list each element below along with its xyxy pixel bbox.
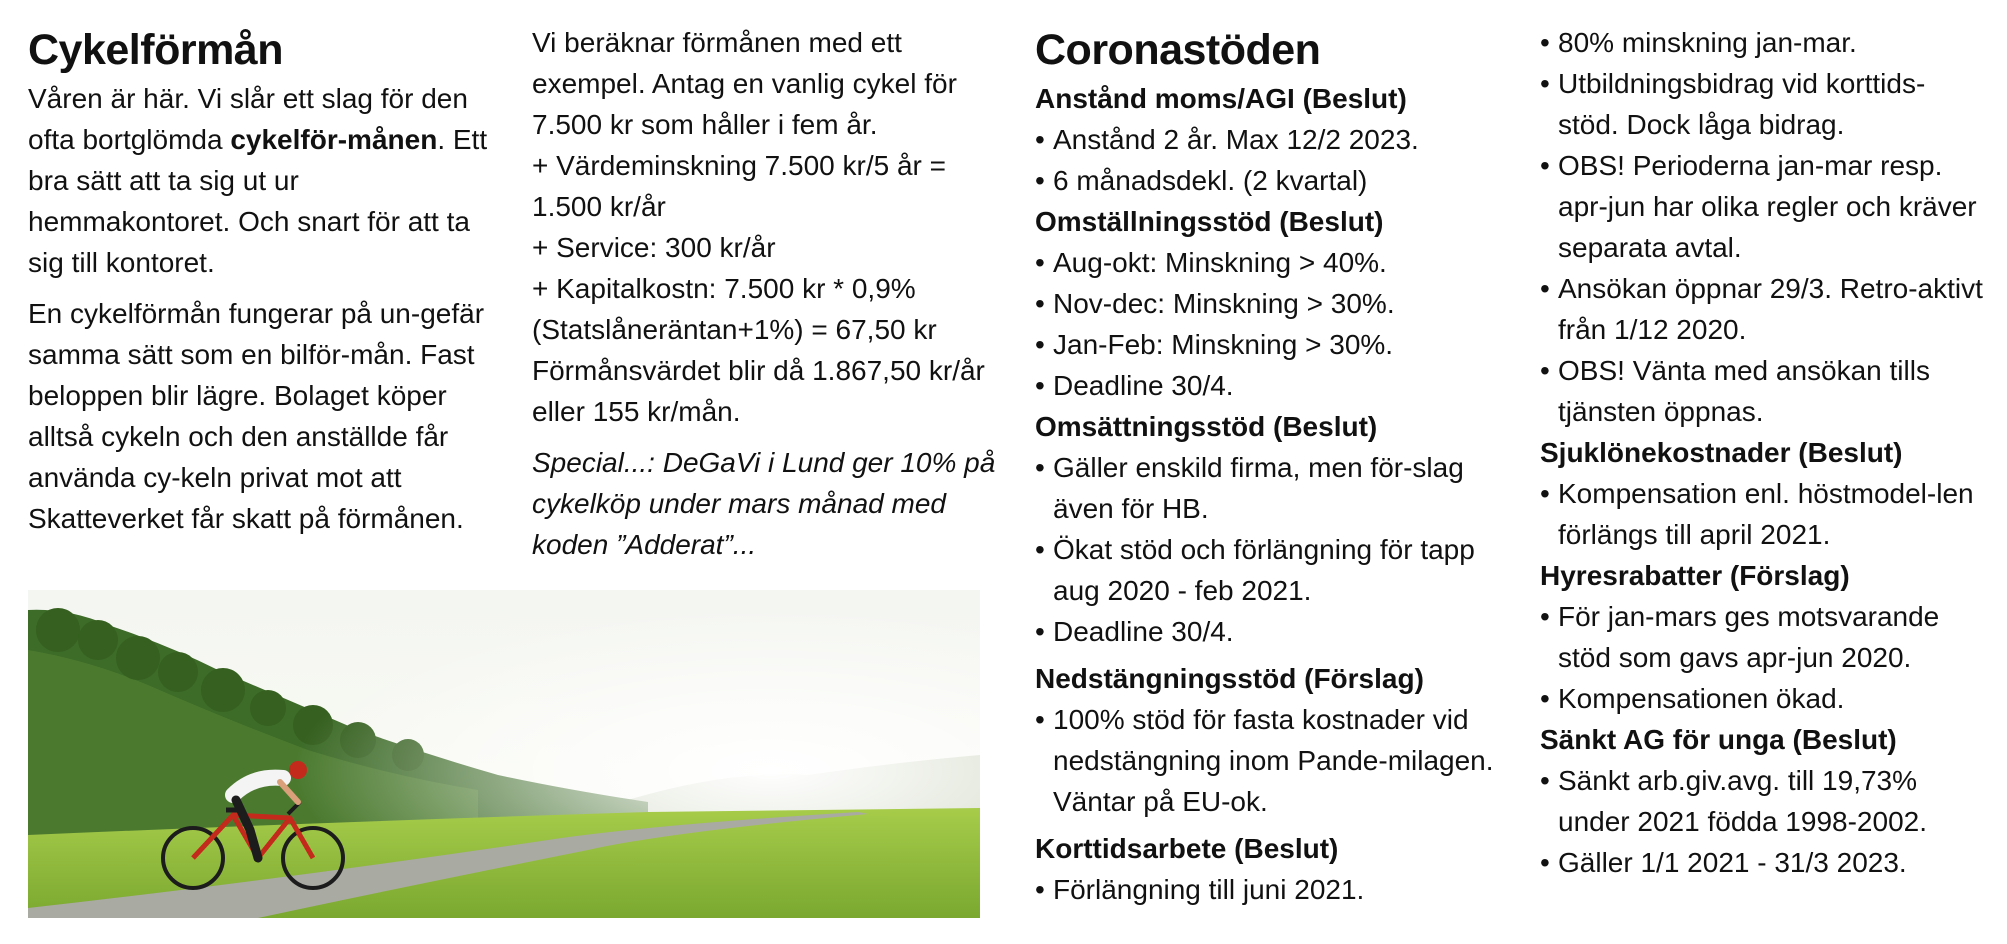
cykel-paragraph-1: Våren är här. Vi slår ett slag för den ofta bortglömda cykelför-månen. Ett bra sätt att ta sig ut ur hemmakontoret. Och snart för att ta sig till kontoret. (28, 83, 488, 278)
section-heading: Korttidsarbete (Beslut) (1035, 833, 1339, 864)
section-heading: Nedstängningsstöd (Förslag) (1035, 663, 1424, 694)
section-heading: Sänkt AG för unga (Beslut) (1540, 724, 1897, 755)
cykel-calc-column (532, 22, 1002, 565)
bullet-list (1540, 22, 1985, 432)
list-item: • Deadline 30/4. (1035, 365, 1500, 406)
list-item: • Ökat stöd och förlängning för tapp aug 2020 - feb 2021. (1035, 529, 1500, 611)
bullet-list (1035, 447, 1500, 652)
list-item: • Kompensationen ökad. (1540, 678, 1985, 719)
calc-line: Förmånsvärdet blir då 1.867,50 kr/år eller 155 kr/mån. (532, 355, 985, 427)
cykel-title: Cykelförmån (28, 26, 283, 74)
list-item: • Förlängning till juni 2021. (1035, 869, 1500, 910)
section-heading: Hyresrabatter (Förslag) (1540, 560, 1850, 591)
list-item: • Kompensation enl. höstmodel-len förlängs till april 2021. (1540, 473, 1985, 555)
bullet-list (1035, 242, 1500, 406)
list-item: • OBS! Perioderna jan-mar resp. apr-jun har olika regler och kräver separata avtal. (1540, 145, 1985, 268)
calc-line: + Service: 300 kr/år (532, 232, 776, 263)
special-offer: Special...: DeGaVi i Lund ger 10% på cykelköp under mars månad med koden ”Adderat”... (532, 447, 996, 560)
list-item: • För jan-mars ges motsvarande stöd som gavs apr-jun 2020. (1540, 596, 1985, 678)
calc-line: Vi beräknar förmånen med ett exempel. Antag en vanlig cykel för 7.500 kr som håller i fem år. (532, 27, 957, 140)
calc-line: + Kapitalkostn: 7.500 kr * 0,9% (Statslåneräntan+1%) = 67,50 kr (532, 273, 937, 345)
list-item: • 6 månadsdekl. (2 kvartal) (1035, 160, 1500, 201)
list-item: • Nov-dec: Minskning > 30%. (1035, 283, 1500, 324)
cyclist-photo-illustration (28, 590, 980, 918)
calc-line: + Värdeminskning 7.500 kr/5 år = 1.500 kr/år (532, 150, 947, 222)
list-item: • Anstånd 2 år. Max 12/2 2023. (1035, 119, 1500, 160)
bullet-list (1035, 869, 1500, 910)
list-item: • 100% stöd för fasta kostnader vid nedstängning inom Pande-milagen. Väntar på EU-ok. (1035, 699, 1500, 822)
list-item: • OBS! Vänta med ansökan tills tjänsten öppnas. (1540, 350, 1985, 432)
section-heading: Anstånd moms/AGI (Beslut) (1035, 83, 1407, 114)
bullet-list (1540, 596, 1985, 719)
section-heading: Sjuklönekostnader (Beslut) (1540, 437, 1903, 468)
bullet-list (1540, 760, 1985, 883)
section-heading: Omsättningsstöd (Beslut) (1035, 411, 1378, 442)
cykel-bold-term: cykelför-månen (230, 124, 438, 155)
list-item: • Gäller enskild firma, men för-slag även för HB. (1035, 447, 1500, 529)
list-item: • Sänkt arb.giv.avg. till 19,73% under 2021 födda 1998-2002. (1540, 760, 1985, 842)
list-item: • Gäller 1/1 2021 - 31/3 2023. (1540, 842, 1985, 883)
bullet-list (1035, 699, 1500, 822)
corona-column-continued (1540, 22, 1985, 883)
list-item: • Aug-okt: Minskning > 40%. (1035, 242, 1500, 283)
bullet-list (1540, 473, 1985, 555)
corona-title: Coronastöden (1035, 26, 1321, 74)
bullet-list (1035, 119, 1500, 201)
cykel-paragraph-2: En cykelförmån fungerar på un-gefär samma sätt som en bilför-mån. Fast beloppen blir lägre. Bolaget köper alltså cykeln och den anställde får använda cy-keln privat mot att Skatteverket får skatt på förmånen. (28, 298, 485, 534)
list-item: • Ansökan öppnar 29/3. Retro-aktivt från 1/12 2020. (1540, 268, 1985, 350)
cykel-column (28, 22, 496, 549)
list-item: • Utbildningsbidrag vid korttids-stöd. Dock låga bidrag. (1540, 63, 1985, 145)
cyclist-photo (28, 590, 980, 918)
list-item: • Deadline 30/4. (1035, 611, 1500, 652)
list-item: • Jan-Feb: Minskning > 30%. (1035, 324, 1500, 365)
corona-column (1035, 22, 1500, 910)
section-heading: Omställningsstöd (Beslut) (1035, 206, 1384, 237)
list-item: • 80% minskning jan-mar. (1540, 22, 1985, 63)
